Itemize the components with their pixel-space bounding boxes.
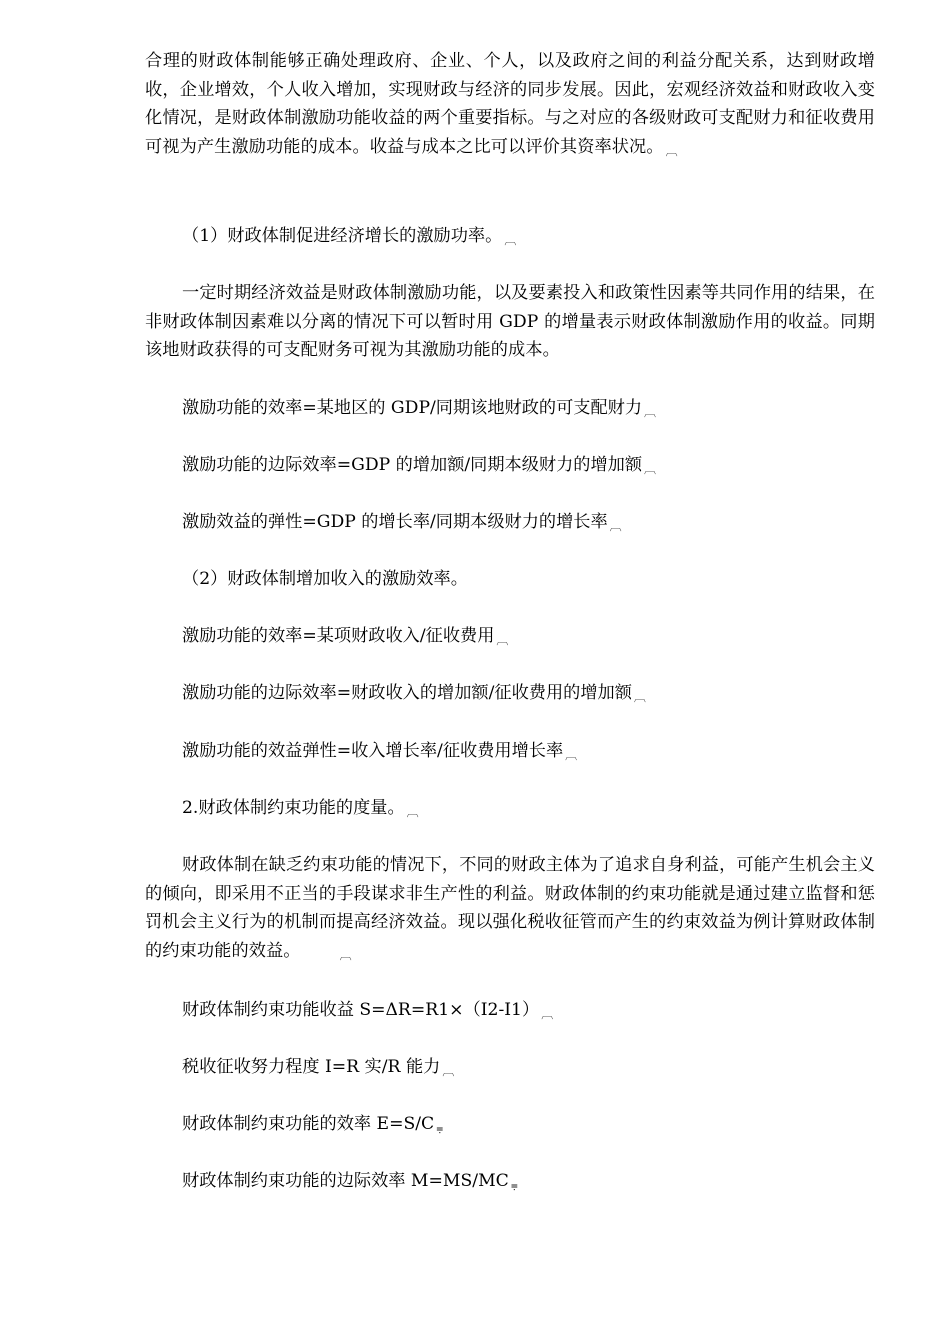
formula-3: 激励效益的弹性=GDP 的增长率/同期本级财力的增长率 ︹ (182, 508, 622, 541)
paragraph-mark-icon: ︹ (644, 462, 657, 476)
formula-10: 财政体制约束功能的边际效率 M=MS/MC ⩦ (182, 1167, 518, 1200)
formula-5: 激励功能的边际效率=财政收入的增加额/征收费用的增加额 ︹ (182, 679, 646, 712)
formula-1: 激励功能的效率=某地区的 GDP/同期该地财政的可支配财力 ︹ (182, 394, 656, 427)
heading-3: 2.财政体制约束功能的度量。 ︹ (182, 794, 419, 827)
paragraph-mark-icon: ︹ (541, 1007, 554, 1021)
paragraph-mark-icon: ︹ (644, 405, 657, 419)
formula-8: 税收征收努力程度 I=R 实/R 能力 ︹ (182, 1053, 454, 1086)
heading-2: （2）财政体制增加收入的激励效率。 (182, 569, 468, 589)
paragraph-mark-icon: ︹ (442, 1064, 455, 1078)
paragraph-mark-icon: ︹ (609, 519, 622, 533)
paragraph-3: 财政体制在缺乏约束功能的情况下，不同的财政主体为了追求自身利益，可能产生机会主义的倾向，即采用不正当的手段谋求非生产性的利益。财政体制的约束功能就是通过建立监督和惩罚机会主义行为的机制而提高经济效益。现以强化税收征管而产生的约束效益为例计算财政体制的约束功能的效益。 ︹ (145, 851, 875, 969)
paragraph-mark-icon: ︹ (339, 947, 352, 962)
paragraph-mark-icon: ︹ (665, 143, 678, 158)
paragraph-2: 一定时期经济效益是财政体制激励功能，以及要素投入和政策性因素等共同作用的结果，在非财政体制因素难以分离的情况下可以暂时用 GDP 的增量表示财政体制激励作用的收益。同期该地财政获得的可支配财务可视为其激励功能的成本。 (145, 283, 875, 361)
formula-6: 激励功能的效益弹性=收入增长率/征收费用增长率 ︹ (182, 737, 577, 770)
paragraph-mark-icon: ︹ (406, 805, 419, 819)
formula-2: 激励功能的边际效率=GDP 的增加额/同期本级财力的增加额 ︹ (182, 451, 656, 484)
paragraph-mark-icon: ︹ (565, 748, 578, 762)
paragraph-1: 合理的财政体制能够正确处理政府、企业、个人，以及政府之间的利益分配关系，达到财政增收，企业增效，个人收入增加，实现财政与经济的同步发展。因此，宏观经济效益和财政收入变化情况，是财政体制激励功能收益的两个重要指标。与之对应的各级财政可支配财力和征收费用可视为产生激励功能的成本。收益与成本之比可以评价其资率状况。 ︹ (145, 47, 875, 165)
formula-7: 财政体制约束功能收益 S=ΔR=R1×（I2-I1） ︹ (182, 996, 553, 1029)
paragraph-mark-icon: ︹ (496, 633, 509, 647)
line-break-mark-icon: ⩦ (510, 1178, 518, 1192)
formula-4: 激励功能的效率=某项财政收入/征收费用 ︹ (182, 622, 508, 655)
line-break-mark-icon: ⩦ (436, 1121, 444, 1135)
formula-9: 财政体制约束功能的效率 E=S/C ⩦ (182, 1110, 443, 1143)
paragraph-mark-icon: ︹ (504, 233, 517, 247)
paragraph-mark-icon: ︹ (633, 690, 646, 704)
heading-1: （1）财政体制促进经济增长的激励功率。 ︹ (182, 222, 516, 255)
